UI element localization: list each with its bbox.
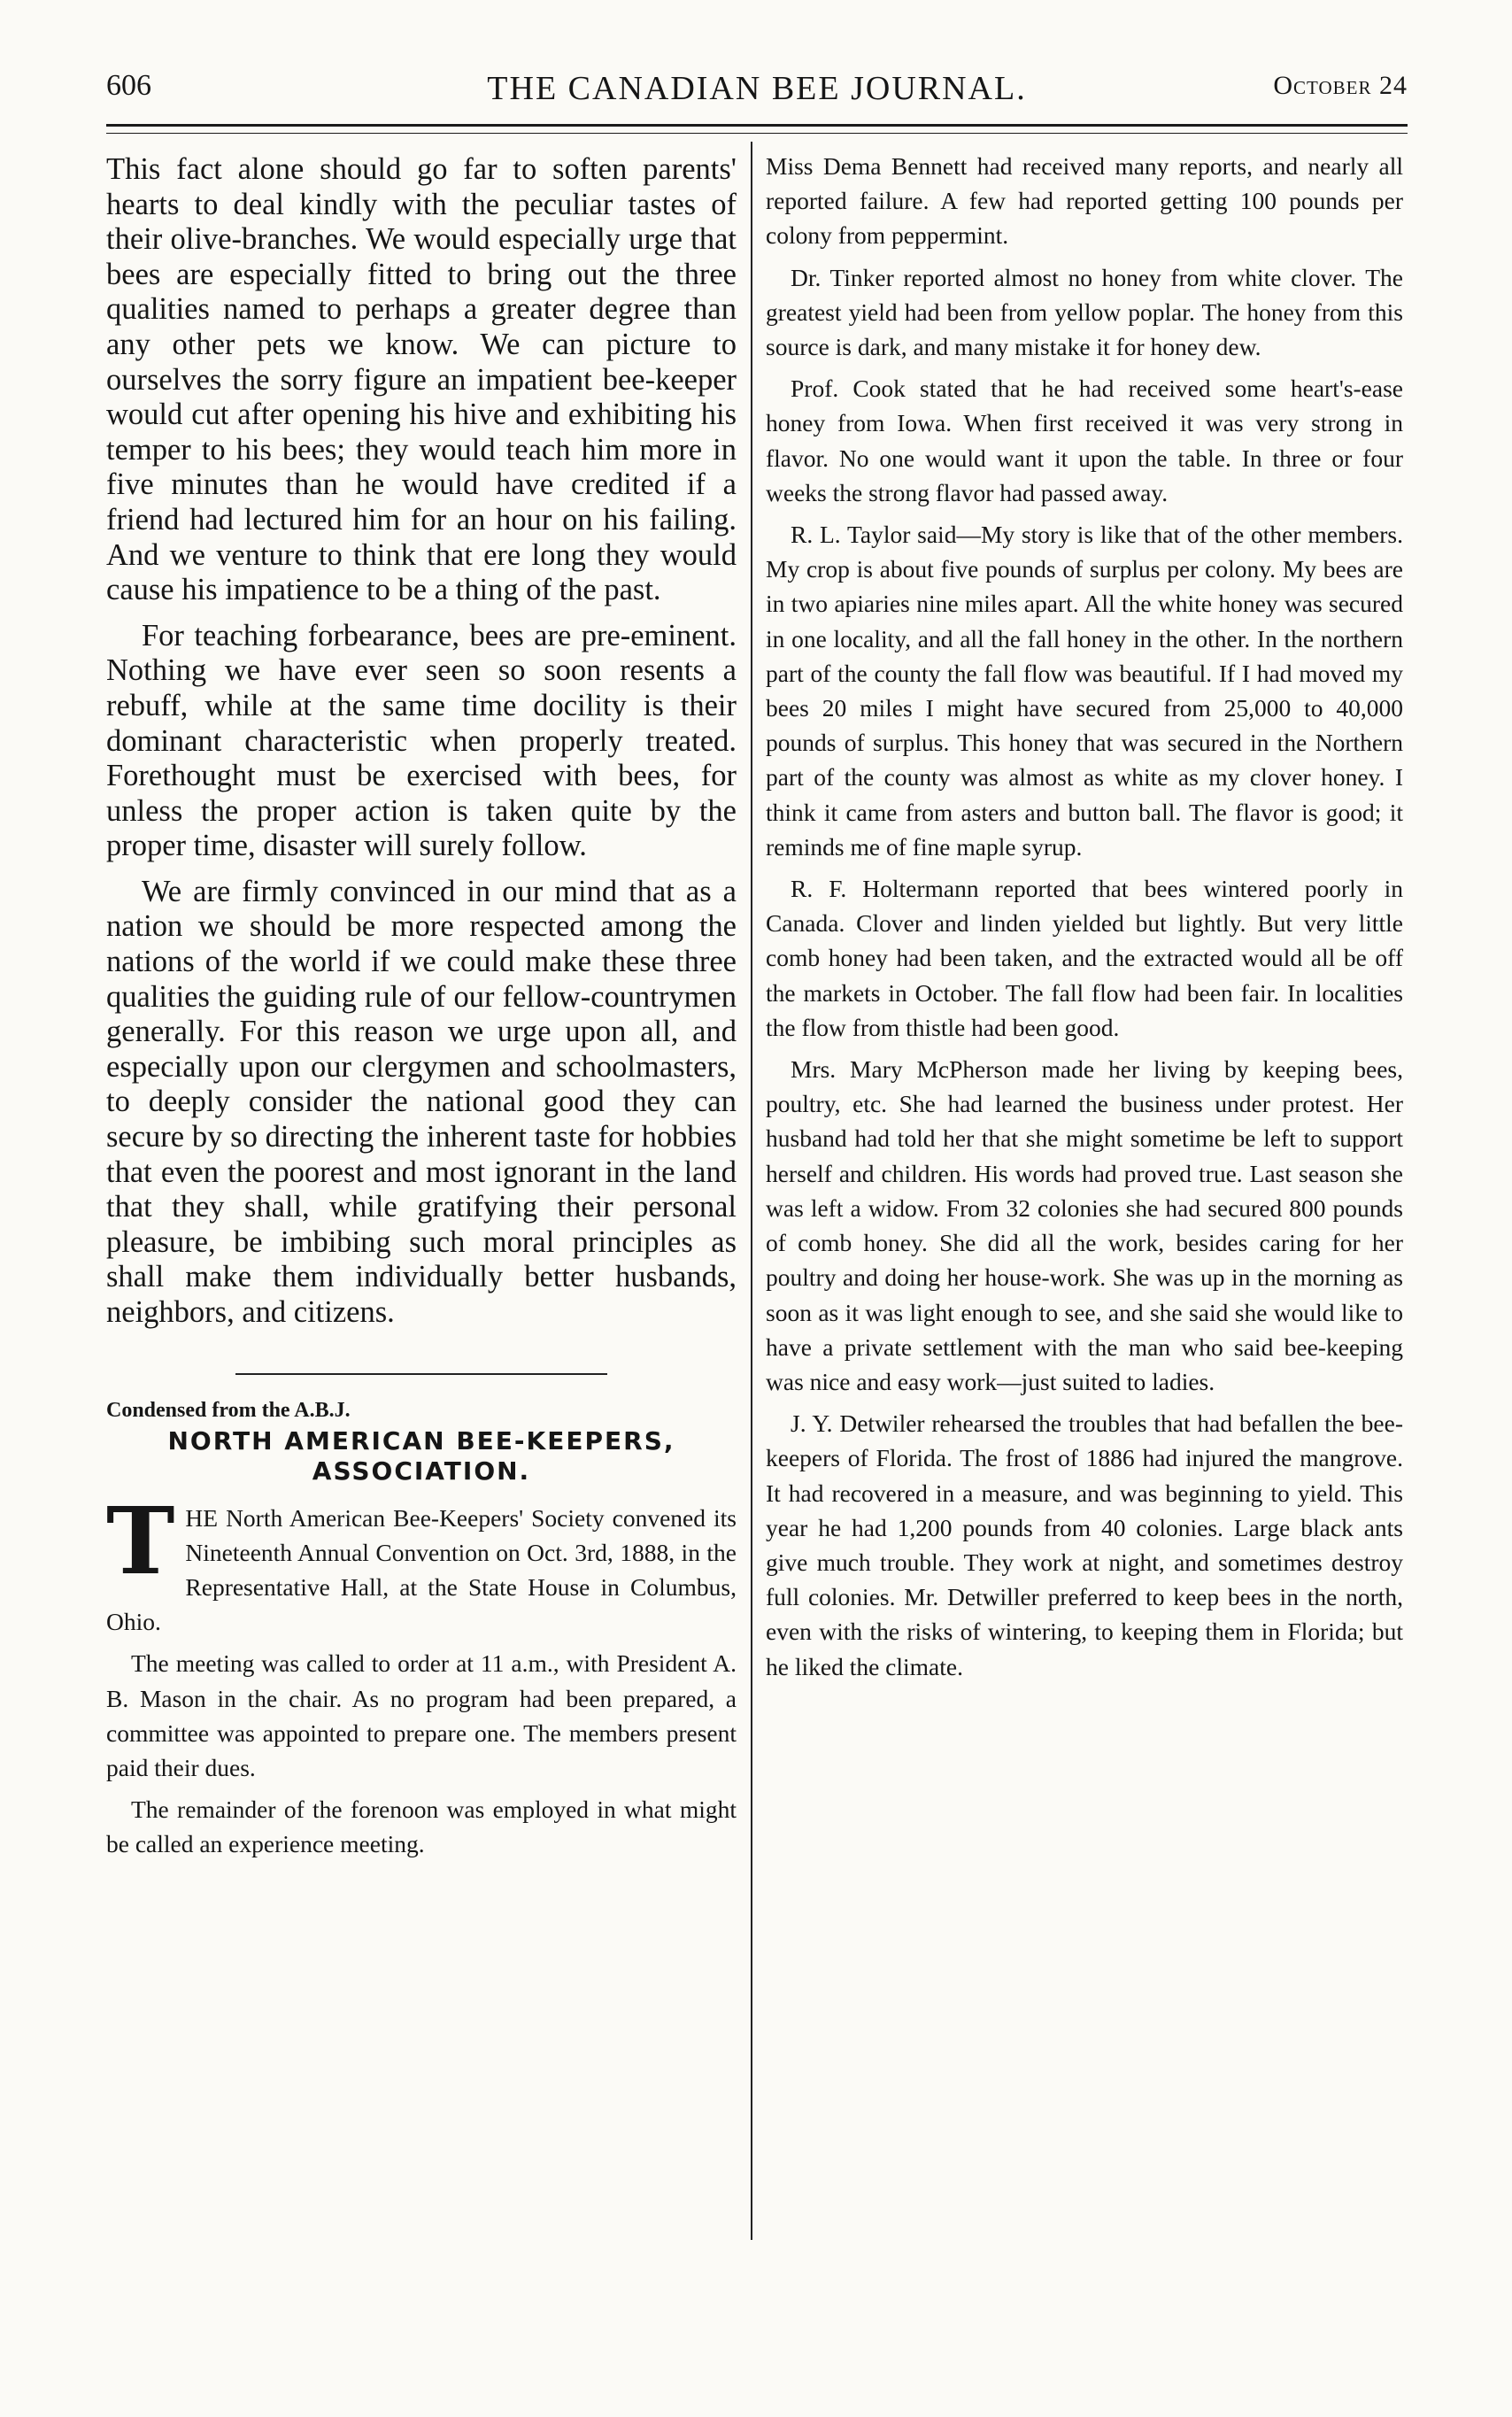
paragraph: For teaching forbearance, bees are pre-eminent. Nothing we have ever seen so soon resents a rebuff, while at the same time docility is their dominant characteristic when properly treated. Forethought must be exercised with bees, for unless the proper action is taken quite by the proper time, disaster will surely follow.	[106, 618, 737, 863]
paragraph: J. Y. Detwiler rehearsed the troubles that had befallen the bee-keepers of Florida. The frost of 1886 had injured the mangrove. It had recovered in a measure, and was beginning to yield. This year he had 1,200 pounds from 40 colonies. Large black ants give much trouble. They work at night, and sometimes destroy full colonies. Mr. Detwiller preferred to keep bees in the north, even with the risks of wintering, to keeping them in Florida; but he liked the climate.	[766, 1409, 1403, 1680]
paragraph: The meeting was called to order at 11 a.m., with President A. B. Mason in the chair. As no program had been prepared, a committee was appointed to prepare one. The members present paid their dues.	[106, 1649, 737, 1782]
page-header	[106, 69, 1408, 122]
paragraph-text: HE North American Bee-Keepers' Society convened its Nineteenth Annual Convention on Oct. 3rd, 1888, in the Representative Hall, at the State House in Columbus, Ohio.	[106, 1503, 737, 1636]
header-rule-thin	[106, 133, 1408, 134]
ornamental-separator	[106, 1361, 737, 1379]
paragraph: Dr. Tinker reported almost no honey from white clover. The greatest yield had been from yellow poplar. The honey from this source is dark, and many mistake it for honey dew.	[766, 263, 1403, 361]
journal-title: THE CANADIAN BEE JOURNAL.	[487, 70, 1027, 107]
paragraph: We are firmly convinced in our mind that as a nation we should be more respected among the nations of the world if we could make these three qualities the guiding rule of our fellow-countrymen generally. For this reason we urge upon all, and especially upon our clergymen and schoolmasters, to deeply consider the national good they can secure by so directing the inherent taste for hobbies that even the poorest and most ignorant in the land that they shall, while gratifying their personal pleasure, be imbibing such moral principles as shall make them individually better husbands, neighbors, and citizens.	[106, 874, 737, 1329]
left-column	[106, 152, 737, 1869]
paragraph: Miss Dema Bennett had received many reports, and nearly all reported failure. A few had reported getting 100 pounds per colony from peppermint.	[766, 152, 1403, 250]
paragraph-with-dropcap	[106, 1486, 737, 1640]
section-title	[106, 1426, 737, 1486]
section-title-line1: NORTH AMERICAN BEE-KEEPERS,	[167, 1425, 675, 1456]
drop-cap: T	[106, 1486, 175, 1595]
page-number: 606	[106, 69, 151, 102]
section-title-line2: ASSOCIATION.	[312, 1456, 531, 1486]
right-column	[766, 149, 1403, 1691]
issue-date: October 24	[1273, 71, 1408, 100]
paragraph: R. L. Taylor said—My story is like that of the other members. My crop is about five pounds of surplus per colony. My bees are in two apiaries nine miles apart. All the white honey was secured in one locality, and all the fall honey in the other. In the northern part of the county the fall flow was beautiful. If I had moved my bees 20 miles I might have secured from 25,000 to 40,000 pounds of surplus. This honey that was secured in the Northern part of the county was almost as white as my clover honey. I think it came from asters and button ball. The flavor is good; it reminds me of fine maple syrup.	[766, 521, 1403, 861]
paragraph: The remainder of the forenoon was employed in what might be called an experience meeting.	[106, 1795, 737, 1858]
paragraph: Mrs. Mary McPherson made her living by keeping bees, poultry, etc. She had learned the business under protest. Her husband had told her that she might sometime be left to support herself and children. His words had proved true. Last season she was left a widow. From 32 colonies she had secured 800 pounds of comb honey. She did all the work, besides caring for her poultry and doing her house-work. She was up in the morning as soon as it was light enough to see, and she said she would like to have a private settlement with the man who said bee-keeping was nice and easy work—just suited to ladies.	[766, 1055, 1403, 1395]
header-rule-thick	[106, 124, 1408, 127]
paragraph: This fact alone should go far to soften parents' hearts to deal kindly with the peculiar tastes of their olive-branches. We would especially urge that bees are especially fitted to bring out the three qualities named to perhaps a greater degree than any other pets we know. We can picture to ourselves the sorry figure an impatient bee-keeper would cut after opening his hive and exhibiting his temper to his bees; they would teach him more in five minutes than he would have credited if a friend had lectured him for an hour on his failing. And we venture to think that ere long they would cause his impatience to be a thing of the past.	[106, 152, 737, 607]
paragraph: Prof. Cook stated that he had received some heart's-ease honey from Iowa. When first received it was very strong in flavor. No one would want it upon the table. In three or four weeks the strong flavor had passed away.	[766, 375, 1403, 506]
paragraph: R. F. Holtermann reported that bees wintered poorly in Canada. Clover and linden yielded but lightly. But very little comb honey had been taken, and the extracted would all be off the markets in October. The fall flow had been fair. In localities the flow from thistle had been good.	[766, 875, 1403, 1041]
column-divider	[751, 142, 752, 2240]
source-note: Condensed from the A.B.J.	[106, 1398, 351, 1422]
